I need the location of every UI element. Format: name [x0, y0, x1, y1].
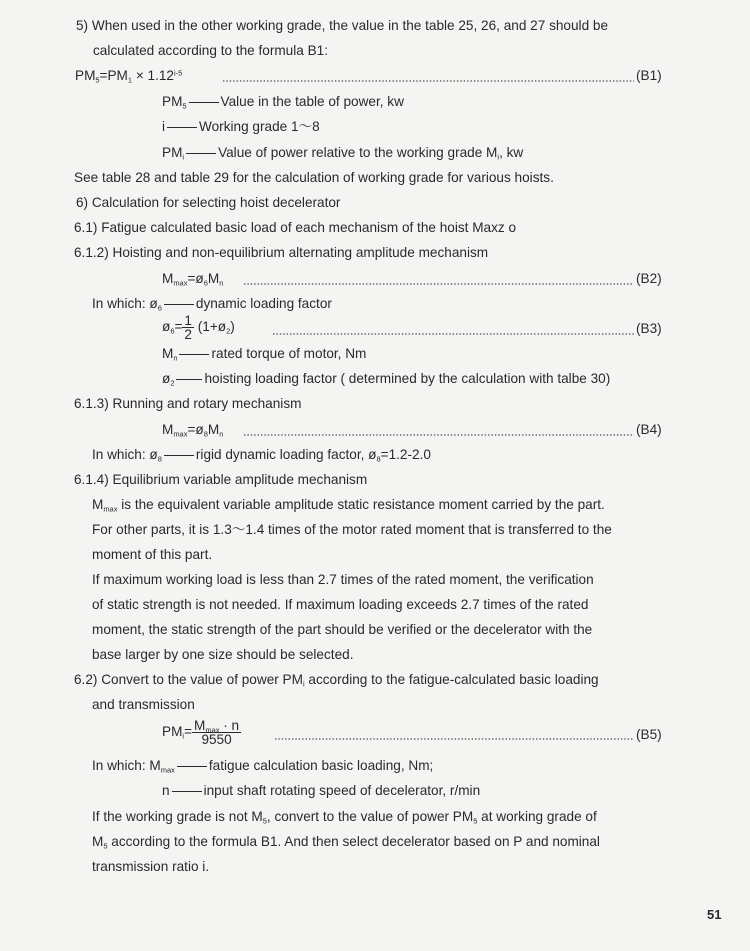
definition-line — [162, 371, 610, 387]
formula-b3 — [162, 314, 235, 341]
formula-text: PM — [75, 68, 96, 83]
paragraph-line — [92, 834, 600, 850]
paragraph-line: If maximum working load is less than 2.7 times of the rated moment, the verification — [92, 572, 594, 587]
formula-text: =PM — [99, 68, 128, 83]
definition-line — [162, 94, 404, 110]
formula-b2 — [162, 271, 223, 287]
leader-dots — [272, 333, 634, 335]
leader-dots — [243, 434, 634, 436]
em-dash — [172, 791, 202, 792]
formula-subscript: 6 — [203, 278, 208, 288]
symbol-subscript: 5 — [182, 101, 187, 111]
formula-text: = — [184, 724, 193, 740]
heading-text: 6.2) Convert to the value of power PM — [74, 672, 303, 687]
in-which-line — [92, 296, 332, 312]
definition-line — [162, 783, 480, 799]
formula-text: ) — [230, 319, 235, 335]
symbol-subscript: 5 — [262, 816, 267, 826]
formula-text: =ø — [187, 422, 204, 437]
formula-b4 — [162, 422, 223, 438]
formula-subscript: n — [219, 278, 224, 288]
formula-subscript: max — [173, 278, 188, 288]
fraction-denominator: 9550 — [201, 732, 232, 747]
symbol-subscript: i — [182, 152, 185, 162]
definition-text: Value in the table of power, kw — [220, 94, 404, 109]
in-which-line — [92, 758, 433, 774]
paragraph-line — [92, 809, 597, 825]
symbol-subscript: i — [497, 152, 500, 162]
symbol-subscript: n — [173, 353, 178, 363]
symbol-subscript: max — [160, 765, 175, 775]
symbol: i — [162, 119, 166, 134]
symbol-subscript: 6 — [157, 303, 162, 313]
symbol: M — [162, 346, 174, 361]
formula-subscript: max — [205, 725, 220, 735]
formula-text: M — [162, 271, 174, 286]
symbol-subscript: 8 — [157, 454, 162, 464]
formula-text: M — [194, 718, 206, 733]
em-dash — [164, 455, 194, 456]
section-heading: 6.1) Fatigue calculated basic load of each mechanism of the hoist Maxz o — [74, 220, 517, 235]
paragraph-text: , convert to the value of power PM — [266, 809, 474, 824]
formula-text: PM — [162, 724, 183, 740]
formula-text: M — [207, 271, 220, 286]
heading-text: according to the fatigue-calculated basic loading — [304, 672, 599, 687]
formula-text: M — [207, 422, 220, 437]
formula-subscript: 6 — [170, 326, 175, 336]
fraction-numerator: 1 — [184, 313, 192, 328]
definition-text: fatigue calculation basic loading, Nm; — [208, 758, 434, 773]
formula-text: = — [174, 319, 183, 335]
paragraph-text: according to the formula B1. And then select decelerator based on P and nominal — [107, 834, 600, 849]
symbol-subscript: 5 — [473, 816, 478, 826]
definition-text: rated torque of motor, Nm — [211, 346, 367, 361]
fraction-numerator — [192, 719, 241, 733]
formula-b1 — [75, 68, 182, 84]
formula-tag: (B3) — [636, 321, 662, 336]
text-line: and transmission — [92, 697, 195, 712]
section-heading: 6.1.2) Hoisting and non-equilibrium alternating amplitude mechanism — [74, 245, 489, 260]
paragraph-text: is the equivalent variable amplitude static resistance moment carried by the part. — [117, 497, 605, 512]
em-dash — [177, 766, 207, 767]
definition-text: hoisting loading factor ( determined by the calculation with talbe 30) — [204, 371, 611, 386]
formula-text: × 1.12 — [132, 68, 174, 83]
section-heading — [74, 672, 599, 688]
definition-text: rigid dynamic loading factor, ø — [195, 447, 377, 462]
formula-subscript: 8 — [203, 429, 208, 439]
definition-text: Working grade 1～8 — [199, 119, 320, 134]
formula-subscript: n — [219, 429, 224, 439]
symbol-subscript: 8 — [376, 454, 381, 464]
symbol-subscript: 5 — [103, 841, 108, 851]
text-line: See table 28 and table 29 for the calculation of working grade for various hoists. — [74, 170, 554, 185]
symbol-subscript: 2 — [170, 378, 175, 388]
formula-tag: (B2) — [636, 271, 662, 286]
formula-superscript: i-5 — [174, 68, 183, 78]
section-heading: 6.1.4) Equilibrium variable amplitude mechanism — [74, 472, 368, 487]
formula-subscript: max — [173, 429, 188, 439]
symbol: M — [92, 834, 104, 849]
em-dash — [167, 127, 197, 128]
em-dash — [179, 354, 209, 355]
paragraph-text: If the working grade is not M — [92, 809, 263, 824]
paragraph-line: transmission ratio i. — [92, 859, 210, 874]
page-number: 51 — [707, 907, 722, 922]
paragraph-line: of static strength is not needed. If maximum loading exceeds 2.7 times of the rated — [92, 597, 589, 612]
em-dash — [189, 102, 219, 103]
in-which-text: In which: ø — [92, 447, 158, 462]
text-line: calculated according to the formula B1: — [93, 43, 329, 58]
definition-text: dynamic loading factor — [195, 296, 332, 311]
definition-text: =1.2-2.0 — [380, 447, 431, 462]
em-dash — [176, 379, 202, 380]
symbol: PM — [162, 94, 183, 109]
formula-subscript: 2 — [226, 326, 231, 336]
em-dash — [164, 304, 194, 305]
symbol: ø — [162, 371, 171, 386]
symbol-subscript: i — [302, 679, 305, 689]
fraction — [192, 719, 241, 746]
paragraph-line: moment, the static strength of the part should be verified or the decelerator with the — [92, 622, 593, 637]
symbol-subscript: max — [103, 504, 118, 514]
formula-text: · n — [219, 718, 240, 733]
fraction — [182, 314, 194, 341]
symbol: n — [162, 783, 170, 798]
symbol: M — [92, 497, 104, 512]
formula-tag: (B4) — [636, 422, 662, 437]
definition-text: , kw — [499, 145, 524, 160]
leader-dots — [222, 80, 634, 82]
formula-text: M — [162, 422, 174, 437]
formula-text: ø — [162, 319, 171, 335]
paragraph-text: at working grade of — [477, 809, 597, 824]
paragraph-line: moment of this part. — [92, 547, 213, 562]
fraction-denominator: 2 — [184, 327, 192, 342]
definition-line — [162, 346, 366, 362]
symbol: PM — [162, 145, 183, 160]
paragraph-line — [92, 497, 605, 513]
formula-tag: (B5) — [636, 727, 662, 742]
section-heading: 6) Calculation for selecting hoist decelerator — [76, 195, 341, 210]
em-dash — [186, 153, 216, 154]
definition-line — [162, 145, 523, 161]
leader-dots — [274, 738, 634, 740]
formula-subscript: 1 — [127, 75, 133, 85]
formula-subscript: i — [182, 731, 185, 741]
paragraph-line: base larger by one size should be selected. — [92, 647, 354, 662]
section-heading: 6.1.3) Running and rotary mechanism — [74, 396, 302, 411]
definition-text: input shaft rotating speed of decelerator, r/min — [203, 783, 481, 798]
paragraph-line: For other parts, it is 1.3～1.4 times of the motor rated moment that is transferred to the — [92, 522, 612, 537]
formula-subscript: 5 — [95, 75, 100, 85]
formula-text: (1+ø — [193, 319, 227, 335]
formula-text: =ø — [187, 271, 204, 286]
leader-dots — [243, 283, 634, 285]
in-which-line — [92, 447, 431, 463]
definition-text: Value of power relative to the working grade M — [218, 145, 498, 160]
text-line: 5) When used in the other working grade, the value in the table 25, 26, and 27 should be — [76, 18, 609, 33]
definition-line — [162, 119, 320, 135]
formula-tag: (B1) — [636, 68, 662, 83]
in-which-text: In which: ø — [92, 296, 158, 311]
in-which-text: In which: M — [92, 758, 161, 773]
formula-b5 — [162, 719, 241, 746]
